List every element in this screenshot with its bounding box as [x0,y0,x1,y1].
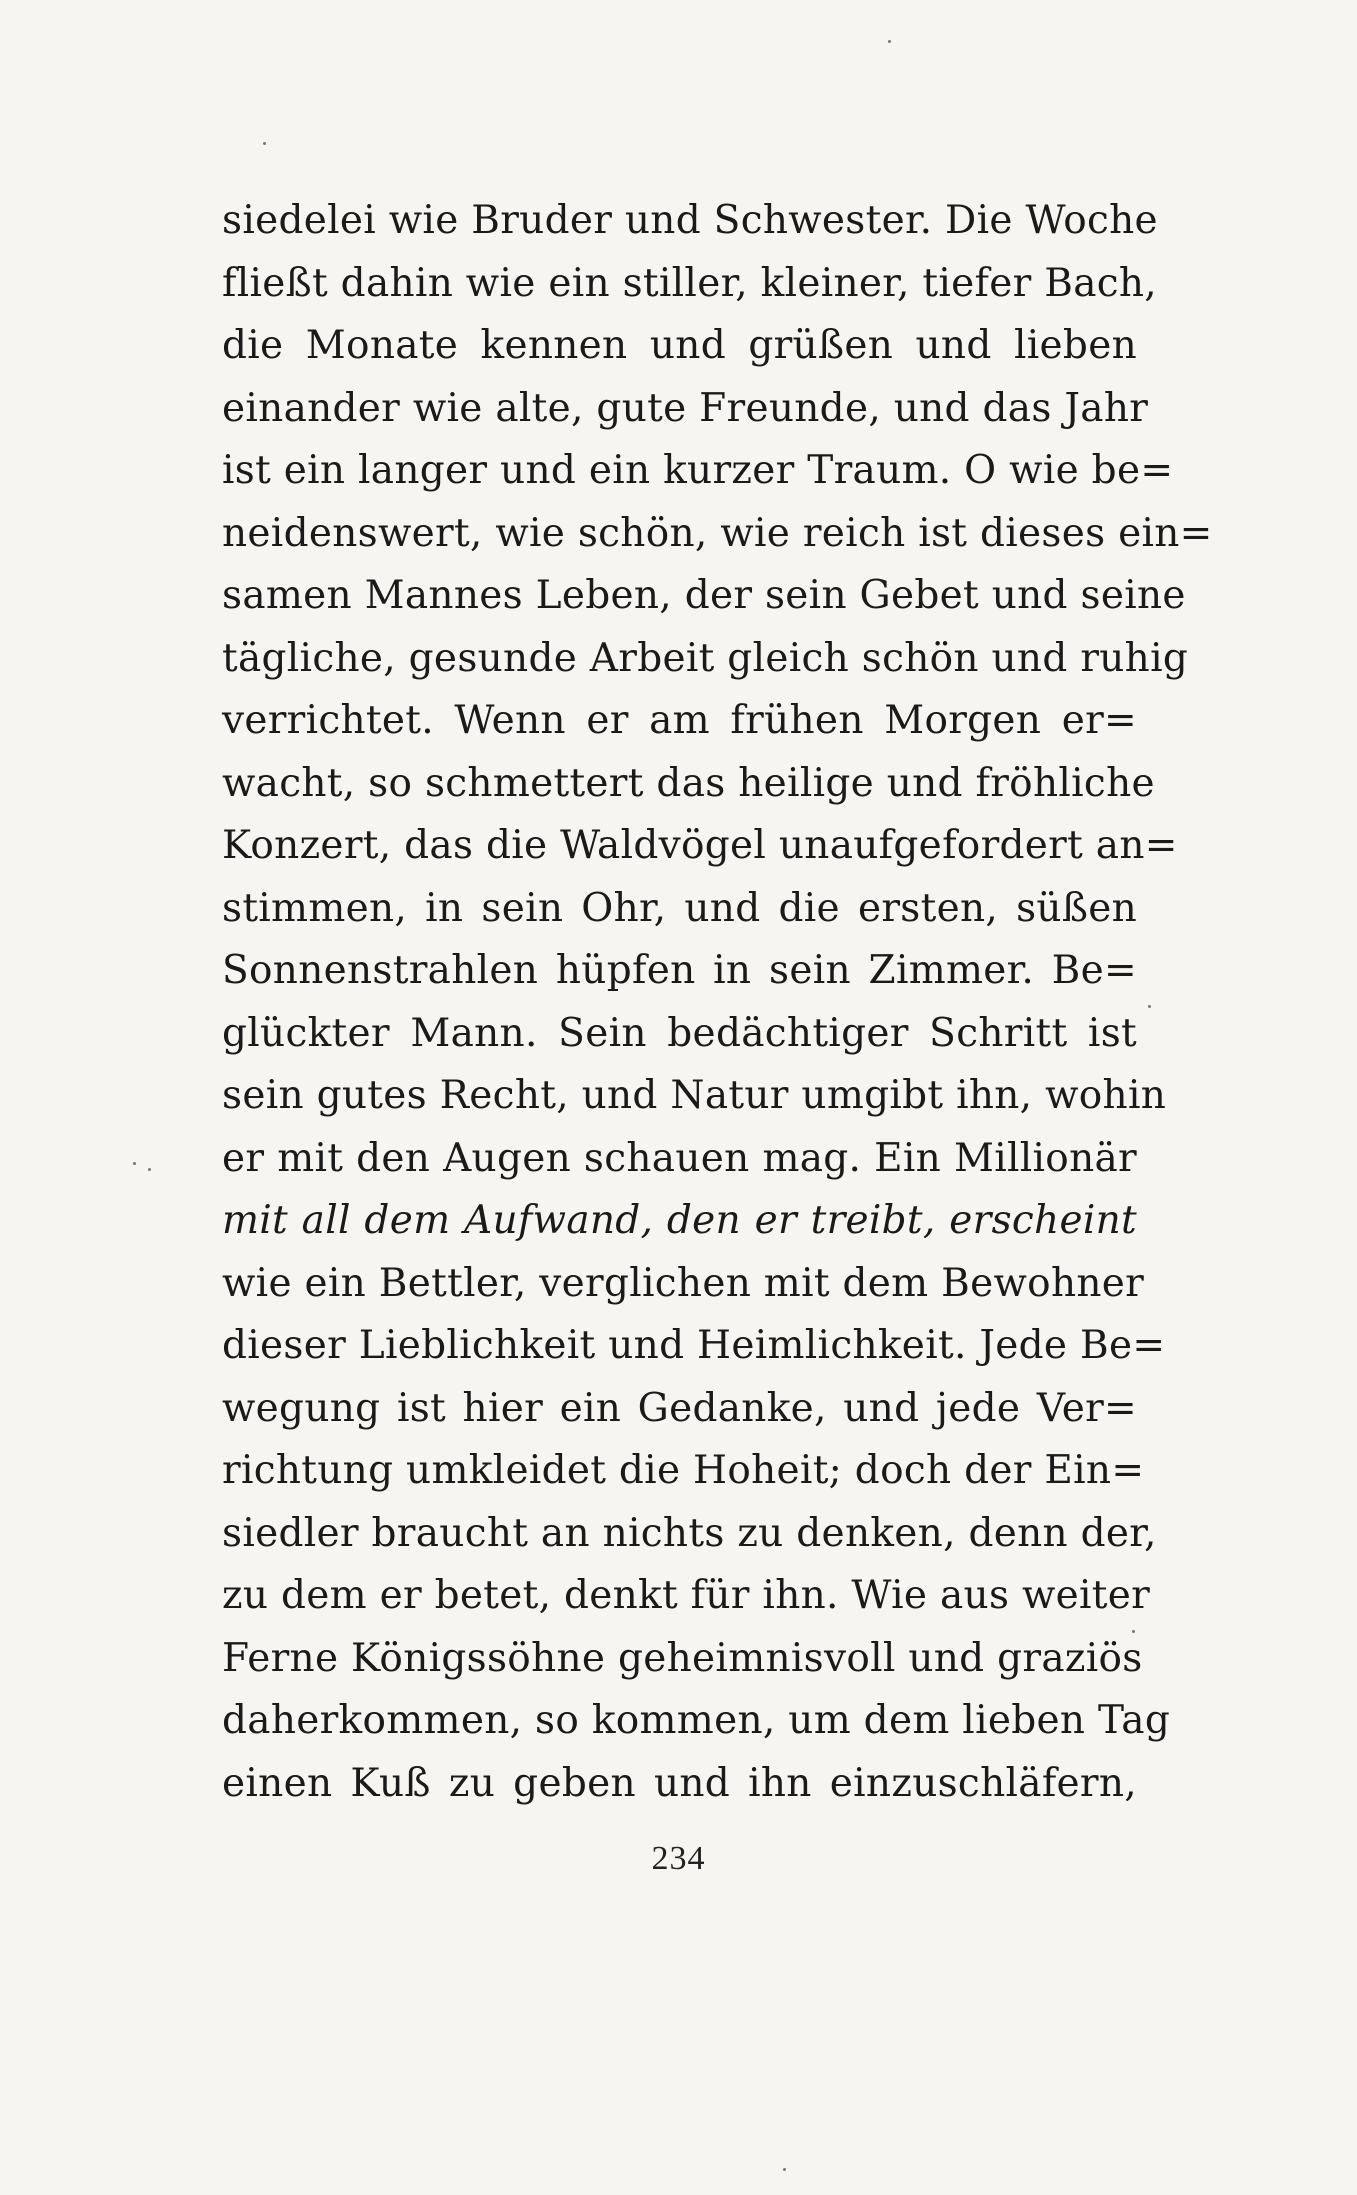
text-line: stimmen, in sein Ohr, und die ersten, süßen [222,885,1137,931]
text-line: sein gutes Recht, und Natur umgibt ihn, wohin [222,1073,1167,1118]
text-line: tägliche, gesunde Arbeit gleich schön und ruhig [222,635,1189,681]
text-line: glückter Mann. Sein bedächtiger Schritt ist [222,1010,1137,1056]
text-line: siedelei wie Bruder und Schwester. Die Woche [222,198,1158,243]
text-line: die Monate kennen und grüßen und lieben [222,323,1137,368]
text-line: verrichtet. Wenn er am frühen Morgen er= [222,698,1137,743]
text-line: einen Kuß zu geben und ihn einzuschläfern, [222,1760,1137,1806]
scan-speck [148,1168,151,1171]
text-line: fließt dahin wie ein stiller, kleiner, tiefer Bach, [222,260,1157,306]
text-line: zu dem er betet, denkt für ihn. Wie aus weiter [222,1573,1151,1618]
text-line: wacht, so schmettert das heilige und fröhliche [222,760,1155,806]
scan-speck [1132,1630,1135,1633]
text-line: er mit den Augen schauen mag. Ein Millionär [222,1135,1137,1181]
text-line: wegung ist hier ein Gedanke, und jede Ver= [222,1385,1137,1431]
text-line: einander wie alte, gute Freunde, und das Jahr [222,385,1149,431]
text-line: richtung umkleidet die Hoheit; doch der Ein= [222,1448,1145,1493]
scan-speck [1148,1005,1151,1008]
text-line: ist ein langer und ein kurzer Traum. O wie be= [222,448,1174,493]
text-line: samen Mannes Leben, der sein Gebet und seine [222,573,1186,618]
text-line: wie ein Bettler, verglichen mit dem Bewohner [222,1260,1145,1306]
scan-speck [263,142,266,145]
text-line: neidenswert, wie schön, wie reich ist dieses ein= [222,510,1213,556]
scan-speck [783,2168,786,2171]
text-line: mit all dem Aufwand, den er treibt, erscheint [222,1198,1137,1243]
text-line: dieser Lieblichkeit und Heimlichkeit. Jede Be= [222,1323,1166,1368]
text-line: Konzert, das die Waldvögel unaufgefordert an= [222,823,1178,868]
scan-speck [133,1162,136,1165]
text-line: siedler braucht an nichts zu denken, denn der, [222,1510,1157,1556]
page-number: 234 [651,1840,706,1877]
text-line: Sonnenstrahlen hüpfen in sein Zimmer. Be= [222,948,1137,993]
text-line: Ferne Königssöhne geheimnisvoll und graziös [222,1635,1143,1681]
body-text [222,190,1213,1815]
scan-speck [888,40,891,43]
text-line: daherkommen, so kommen, um dem lieben Tag [222,1698,1171,1743]
